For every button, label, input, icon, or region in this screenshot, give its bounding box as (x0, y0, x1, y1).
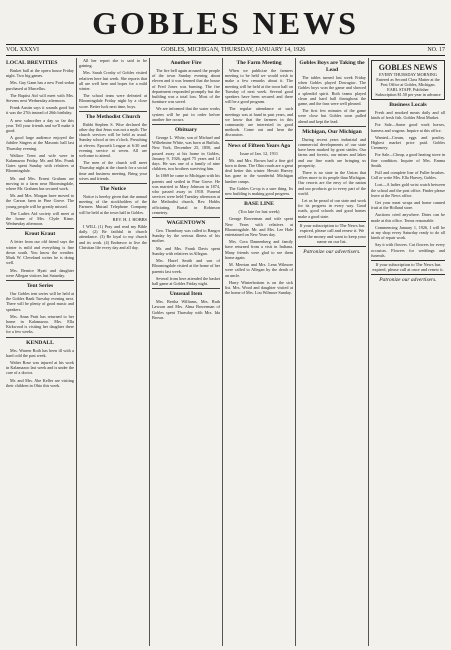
divider (79, 111, 147, 112)
article-paragraph: Mrs. Bernice Hyatt and daughter were Allegan visitors last Saturday. (6, 267, 74, 278)
ad-entry-note: Entered as Second Class Matter at the Post Office at Gobles, Michigan. (376, 77, 440, 87)
article-paragraph: Say it with flowers. Cut flowers for every occasion. Flowers for weddings and funerals. (371, 242, 445, 258)
publisher-box (371, 60, 445, 100)
michigan-list (298, 137, 366, 219)
pledge-text: I WILL (1) Pray and read my Bible daily. (2) Be faithful in church attendance. (3) Be loyal to my church and its work. (4) Endeavor to live the Christian life every day and all day. (79, 224, 147, 250)
article-paragraph: Mrs. Guy Gann has a new Ford sedan purchased at Marcellus. (6, 80, 74, 91)
article-paragraph: Mr. and Mrs. Brown had a fine girl born to them. The Ohio roads are a great deal better this winter. Hewitt Harvey has gone to the wonderful Michigan lumber camps. (225, 157, 293, 184)
article-paragraph: Get your meat wraps and home canned fruit at the Holland store. (371, 200, 445, 211)
article-paragraph: The Baptist Aid will meet with Mrs. Stevens next Wednesday afternoon. (6, 92, 74, 104)
article-paragraph: Wanted—Cream, eggs and poultry. Highest market price paid. Gobles Creamery. (371, 134, 445, 151)
kendall-list (6, 348, 74, 388)
article-paragraph: Mrs. Cora Dannenberg and family have returned from a visit in Indiana. Many friends were glad to see them home again. (225, 239, 293, 260)
article-paragraph: Geo. Thornbury was called to Bangor Sunday by the serious illness of his mother. (152, 228, 220, 244)
heading-methodist-church: The Methodist Church (85, 113, 141, 120)
boys-list (298, 75, 366, 124)
article-paragraph: The tables turned last week Friday when Gobles played Dowagiac. The Gobles boys won the game and showed a splendid spirit. Both teams played clean and hard ball throughout the game, and the fans were well pleased. (298, 75, 366, 107)
article-paragraph: George Bowerman and wife spent New Years with relatives at Bloomingdale. Mr. and Mrs. Lee Hale entertained on New Years day. (225, 216, 293, 238)
article-paragraph: Mrs. Sarah Crosby of Gobles visited relatives here last week. She reports that all are well here and hopes for a mild winter. (79, 70, 147, 92)
article-paragraph: Mrs. Bertha Williams, Mrs. Ruth Lawson and Mrs. Alma Bowerman of Gobles spent Thursday with Mrs. Ida Brown. (152, 299, 220, 320)
article-paragraph: We are informed that the water works system will be put in order before another fire occurs. (152, 106, 220, 122)
divider (225, 140, 293, 141)
heading-michigan: Michigan, Our Michigan (302, 128, 362, 135)
fire-list (152, 68, 220, 122)
columns (4, 58, 447, 646)
article-paragraph: Walter Rose was injured at his work in Kalamazoo last week and is under the care of a doctor. (6, 359, 74, 376)
article-paragraph: Harry Winterbottom is on the sick list. Mrs. Wood and daughter visited at the home of Mrs. Lou Wilmore Sunday. (225, 279, 293, 296)
article-paragraph: For Sale—Cheap, a good heating stove in fine condition. Inquire of Mrs. Emma Smith. (371, 152, 445, 168)
issue-number: NO. 17 (427, 47, 445, 53)
divider (152, 124, 220, 125)
church-list (79, 122, 147, 181)
masthead-title: GOBLES NEWS (92, 5, 359, 41)
article-paragraph: Mr. and Mrs. Ernest Graham are moving to a farm near Bloomingdale, where Mr. Graham has secured work. (6, 175, 74, 192)
article-paragraph: The first few minutes of the game were close but Gobles soon pulled ahead and kept the lead. (298, 108, 366, 124)
column-4 (223, 58, 296, 646)
divider (6, 337, 74, 338)
article-paragraph: A good large audience enjoyed the Jubilee Singers at the Masonic hall last Thursday evening. (6, 135, 74, 151)
article-paragraph: All her report she is said to be gaining. (79, 58, 147, 69)
heading-local-brevities: LOCAL BREVITIES (6, 60, 58, 66)
divider (6, 228, 74, 229)
heading-tent-series: Tent Series (26, 282, 54, 289)
article-paragraph: There is no state in the Union that offers more to its people than Michigan. Our resorts are the envy of the nation and our products go to every part of the world. (298, 170, 366, 196)
column-2 (77, 58, 150, 646)
patronize-closing: Patronize our advertisers. (303, 248, 361, 255)
heading-notice: The Notice (100, 186, 126, 193)
ad-subtitle: EVERY THURSDAY MORNING (379, 72, 437, 77)
article-paragraph: The fire bell again aroused the people of the town Sunday evening about eleven and it was learned that the house of Fred Jones was burning. The fire department responded promptly but the building was a total loss. Most of the furniture was saved. (152, 68, 220, 105)
subscription-notice: If your subscription to The News has expired, please call and renew it. We need the money and want to keep your name on our list. (298, 221, 366, 247)
col2-intro-list (79, 58, 147, 109)
ad-rate: Subscription $1.50 per year in advance (375, 92, 441, 97)
unusual-list (152, 299, 220, 320)
obituary-list (152, 135, 220, 215)
article-paragraph: In 1869 he came to Michigan with his parents and settled in Pine Grove. He was married to Mary Johnson in 1874, who passed away in 1918. Funeral services were held Tuesday afternoon at the Methodist church, Rev. Hobbs officiating. Burial in Robinson cemetery. (152, 173, 220, 215)
heading-obituary: Obituary (174, 127, 198, 134)
ad-publisher: EARL STAFF, Publisher (387, 87, 429, 92)
article-paragraph: Mrs. Anna Pratt has returned to her home in Kalamazoo. Mrs. Ella Kirkwood is visiting her daughter there for a few weeks. (6, 313, 74, 335)
heading-farm-meeting: The Farm Meeting (236, 60, 282, 66)
heading-wagentown: WAGENTOWN (166, 220, 206, 227)
article-paragraph: Full and complete line of Fuller brushes. Call or write Mrs. Ella Harvey, Gobles. (371, 170, 445, 181)
article-paragraph: Several from here attended the basket ball game at Gobles Friday night. (152, 275, 220, 286)
article-paragraph: Notice is hereby given that the annual meeting of the stockholders of the Farmers Mutual Telephone Company will be held at the town hall in Gobles. (79, 194, 147, 215)
divider (79, 183, 147, 184)
article-paragraph: Mrs. Warren Roth has been ill with a hard cold the past week. (6, 347, 74, 358)
article-paragraph: Mr. and Mrs. Morgan have moved to the Carson farm in Pine Grove. The young people will be greatly missed. (6, 193, 74, 209)
heading-kendall: KENDALL (26, 339, 54, 346)
article-paragraph: George L. White, son of Michael and Wilhelmine White, was born at Buffalo, New York, December 25, 1850, and passed away at his home in Gobles, January 9, 1926, aged 75 years and 14 days. He was one of a family of nine children, two brothers surviving him. (152, 135, 220, 172)
wagentown-list (152, 228, 220, 286)
signature: REV. H. J. HOBBS (112, 216, 147, 222)
column-3 (150, 58, 223, 646)
tent-list (6, 291, 74, 335)
heading-another-fire: Another Fire (170, 60, 202, 66)
notice-list (79, 194, 147, 215)
article-paragraph: Basket ball at the opera house Friday night. Two big games. (6, 68, 74, 79)
article-paragraph: Our Gobles tent series will be held at the Gobles Bank Tuesday evening next. There will be plenty of good music and speakers. (6, 290, 74, 312)
divider (225, 198, 293, 199)
divider (152, 288, 220, 289)
article-paragraph: When we publicize the farmers meeting to be held we would wish to make a few remarks about it. The meeting will be held at the town hall on Tuesday of next week. Several good speakers have been secured and there will be a good program. (225, 68, 293, 105)
divider (6, 280, 74, 281)
article-paragraph: Fresh and smoked meats daily and all kinds of fresh fish. Gobles Meat Market. (371, 110, 445, 121)
heading-fifteen-years: News of Fifteen Years Ago (227, 142, 291, 149)
fifteen-list (225, 158, 293, 196)
article-paragraph: Lost—A ladies gold wrist watch between the school and the post office. Finder please leave at the News office. (371, 182, 445, 198)
article-paragraph: Mrs. Hazel Smith and son of Bloomingdale visited at the home of her parents last week. (152, 258, 220, 274)
article-paragraph: For Sale—Some good work horses, harness and wagons. Inquire at this office. (371, 122, 445, 133)
article-paragraph: M. Merrian and Mrs. Lena Wilmore were called to Allegan by the death of an uncle. (225, 262, 293, 278)
heading-unusual: Unusual Item (169, 291, 203, 298)
baseline-subheading: (Too late for last week) (238, 209, 280, 215)
ad-subscription-notice: If your subscription to The News has expired, please call at once and renew it. (371, 260, 445, 275)
heading-gobles-boys: Gobles Boys are Taking the Lead (299, 60, 365, 73)
article-paragraph: Commencing January 1, 1926, I will be at my shop every Saturday ready to do all kinds of repair work. (371, 224, 445, 241)
article-paragraph: The Ladies Aid society will meet at the home of Mrs. Clyde Kime, Wednesday afternoon. (6, 210, 74, 227)
article-paragraph: Frank Austin says it sounds good but it was the 27th instead of 26th birthday. (6, 105, 74, 116)
heading-business-locals: Business Locals (389, 102, 427, 108)
article-paragraph: The men of the church will meet Thursday night at the church for a social time and business meeting. Bring your wives and friends. (79, 160, 147, 181)
dateline (6, 44, 445, 56)
farm-list (225, 68, 293, 138)
kraut-list (6, 239, 74, 277)
heading-base-line: BASE LINE (244, 201, 274, 208)
article-paragraph: Auctions cried anywhere. Dates can be made at this office. Terms reasonable. (371, 212, 445, 223)
article-paragraph: Mr. and Mrs. Frank Davis spent Sunday with relatives in Allegan. (152, 245, 220, 256)
article-paragraph: The school team were defeated at Bloomingdale Friday night by a close score. Better luck next time, boys. (79, 93, 147, 109)
locals-list (371, 110, 445, 258)
divider (298, 126, 366, 127)
fifteen-subheading: Issue of Jan. 12, 1911 (239, 150, 279, 156)
baseline-list (225, 216, 293, 295)
article-paragraph: Mr. and Mrs. Abe Keller are visiting their children in Ohio this week. (6, 377, 74, 388)
divider (152, 217, 220, 218)
article-paragraph: Rabbi Stephen S. Wise declared the other day that Jesus was not a myth. The church services will be held as usual. Sunday school at ten o'clock. Preaching at eleven. Epworth League at 6:30 and evening service at seven. All are welcome to attend. (79, 121, 147, 159)
article-paragraph: During recent years industrial and commercial developments of our state have been marked by great strides. Our farms and forests, our mines and lakes and our fine roads are bringing us prosperity. (298, 136, 366, 168)
brevities-list (6, 68, 74, 226)
column-1 (4, 58, 77, 646)
column-5 (296, 58, 369, 646)
article-paragraph: The Gobles Co-op is a sure thing. Its new building is making good progress. (225, 185, 293, 197)
heading-krout-kraut: Krout Kraut (24, 231, 56, 238)
ad-patronize-closing: Patronize our advertisers. (379, 276, 437, 283)
volume-label: VOL XXXVI (6, 47, 39, 53)
column-6 (369, 58, 447, 646)
article-paragraph: A letter from our old friend says the winter is mild and everything is fine down south. You know the weather. Mark W. Cleveland writes he is doing well. (6, 239, 74, 266)
place-date: GOBLES, MICHIGAN, THURSDAY, JANUARY 14, 1926 (161, 47, 306, 53)
ad-title: GOBLES NEWS (378, 63, 438, 72)
article-paragraph: Wallace Trent and wife were in Kalamazoo Friday. Mr. and Mrs. Frank Gates spent Sunday with relatives at Bloomingdale. (6, 152, 74, 174)
article-paragraph: A new subscriber a day so far this year. Tell your friends and we'll make it good. (6, 117, 74, 134)
article-paragraph: The regular attendance at such meetings was at hand in past years, and we know that the farmers in this community are interested in good methods. Come out and hear the discussion. (225, 106, 293, 138)
article-paragraph: Let us be proud of our state and work for its progress in every way. Good roads, good schools and good homes make a good state. (298, 198, 366, 219)
